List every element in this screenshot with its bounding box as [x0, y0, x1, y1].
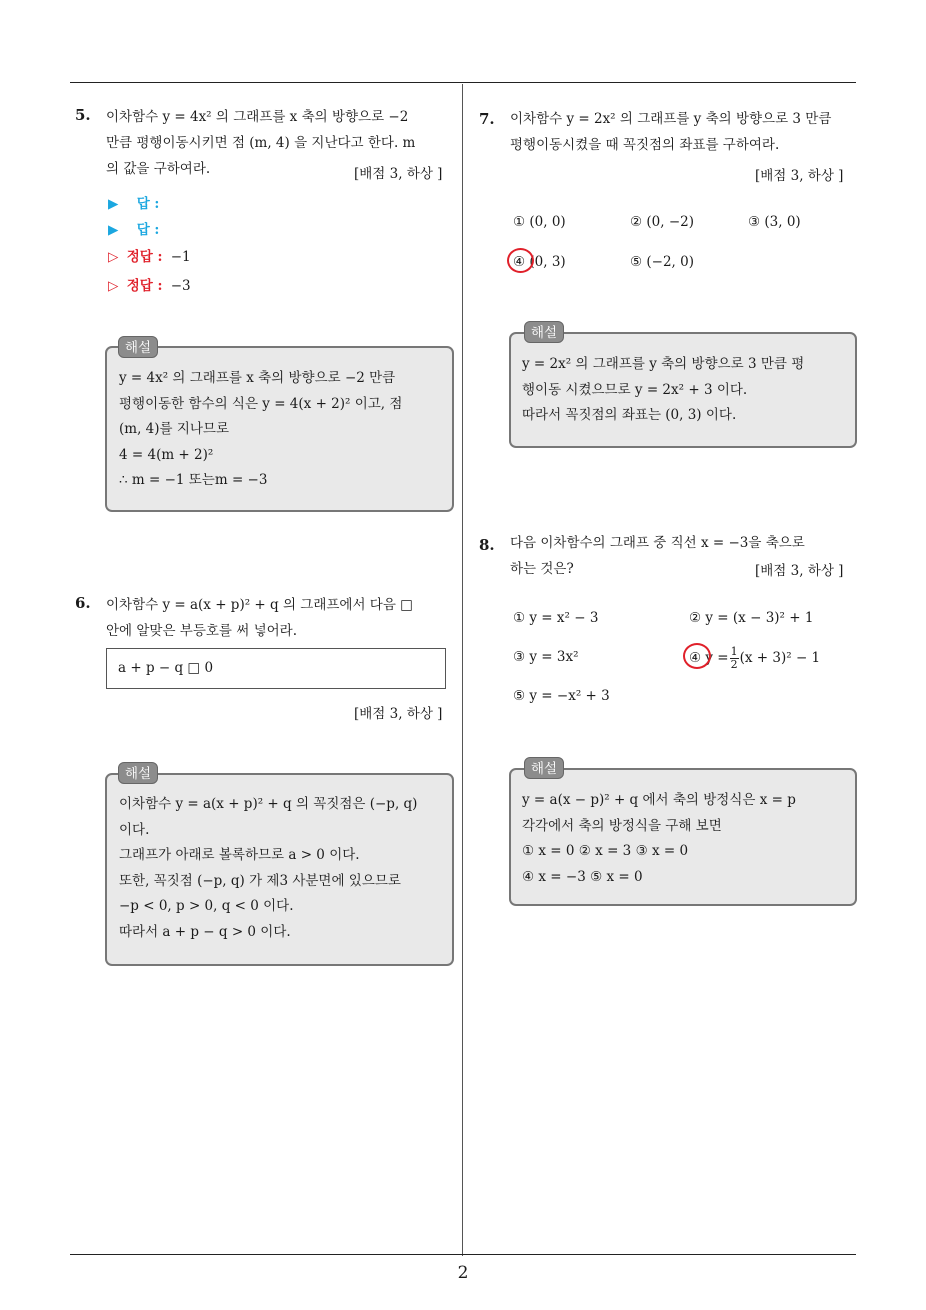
explanation-tag: 해설 [524, 757, 564, 779]
question-line: 하는 것은? [510, 561, 574, 577]
option-4-prefix: ④ y = [689, 650, 729, 666]
fraction [730, 646, 739, 671]
score-label: [배점 3, 하상 ] [354, 166, 443, 182]
explanation-line: y = a(x − p)² + q 에서 축의 방정식은 x = p [522, 792, 796, 808]
question-line: 의 값을 구하여라. [106, 161, 211, 177]
explanation-line: ④ x = −3 ⑤ x = 0 [522, 868, 643, 885]
option-1[interactable]: ① y = x² − 3 [513, 610, 599, 626]
score-label: [배점 3, 하상 ] [354, 706, 443, 722]
explanation-line: 행이동 시켰으므로 y = 2x² + 3 이다. [522, 381, 748, 398]
explanation-line: 평행이동한 함수의 식은 y = 4(x + 2)² 이고, 점 [119, 395, 403, 412]
score-label: [배점 3, 하상 ] [755, 563, 844, 579]
answer-label: 답 : [136, 196, 160, 212]
explanation-line: 따라서 꼭짓점의 좌표는 (0, 3) 이다. [522, 407, 737, 423]
question-line: 이차함수 y = 2x² 의 그래프를 y 축의 방향으로 3 만큼 [510, 111, 832, 127]
explanation-line: y = 4x² 의 그래프를 x 축의 방향으로 −2 만큼 [119, 370, 396, 386]
column-divider [462, 84, 463, 1256]
correct-answer-label: 정답 : [126, 249, 163, 265]
page-number: 2 [457, 1263, 469, 1283]
correct-answer-label: 정답 : [126, 278, 163, 294]
option-4-suffix: (x + 3)² − 1 [739, 650, 821, 666]
play-icon: ▶ [108, 196, 119, 212]
question-line: 이차함수 y = a(x + p)² + q 의 그래프에서 다음 □ [106, 597, 413, 613]
correct-answer-circle-icon [507, 248, 534, 273]
explanation-line: −p < 0, p > 0, q < 0 이다. [119, 898, 294, 914]
answer-row [108, 192, 159, 212]
explanation-text [119, 792, 447, 945]
option-2[interactable]: ② y = (x − 3)² + 1 [689, 610, 814, 626]
triangle-outline-icon: ▷ [108, 249, 119, 265]
question-number: 6. [75, 594, 91, 612]
question-line: 이차함수 y = 4x² 의 그래프를 x 축의 방향으로 −2 [106, 109, 409, 125]
explanation-line: ① x = 0 ② x = 3 ③ x = 0 [522, 843, 689, 859]
explanation-tag: 해설 [118, 762, 158, 784]
question-number: 5. [75, 106, 91, 124]
option-5[interactable]: ⑤ y = −x² + 3 [513, 688, 610, 704]
explanation-line: ∴ m = −1 또는m = −3 [119, 472, 268, 488]
question-text [106, 592, 456, 644]
question-number: 7. [479, 110, 495, 128]
explanation-line: 각각에서 축의 방정식을 구해 보면 [522, 817, 722, 834]
option-3[interactable]: ③ y = 3x² [513, 649, 579, 665]
explanation-text [522, 352, 848, 429]
explanation-line: 또한, 꼭짓점 (−p, q) 가 제3 사분면에 있으므로 [119, 872, 401, 889]
question-line: 안에 알맞은 부등호를 써 넣어라. [106, 623, 297, 639]
question-line: 만큼 평행이동시키면 점 (m, 4) 을 지난다고 한다. m [106, 135, 416, 151]
answer-row [108, 218, 159, 238]
answer-label: 답 : [136, 222, 160, 238]
explanation-line: 4 = 4(m + 2)² [119, 446, 214, 463]
explanation-line: 그래프가 아래로 볼록하므로 a > 0 이다. [119, 847, 360, 863]
explanation-tag: 해설 [524, 321, 564, 343]
play-icon: ▶ [108, 222, 119, 238]
fraction-denominator: 2 [730, 658, 738, 671]
question-text [510, 106, 860, 158]
question-number: 8. [479, 536, 495, 554]
bottom-rule [70, 1254, 856, 1255]
explanation-line: 따라서 a + p − q > 0 이다. [119, 923, 291, 940]
option-4[interactable]: ④ (0, 3) [513, 254, 566, 270]
correct-answer-value: −3 [170, 278, 191, 294]
triangle-outline-icon: ▷ [108, 278, 119, 294]
option-1[interactable]: ① (0, 0) [513, 214, 566, 230]
correct-answer-row [108, 274, 191, 294]
question-line: 다음 이차함수의 그래프 중 직선 x = −3을 축으로 [510, 535, 805, 551]
condition-text: a + p − q □ 0 [118, 660, 214, 676]
explanation-tag: 해설 [118, 336, 158, 358]
explanation-text [119, 366, 443, 494]
explanation-line: 이차함수 y = a(x + p)² + q 의 꼭짓점은 (−p, q) [119, 796, 418, 812]
fraction-numerator: 1 [730, 645, 738, 658]
correct-answer-value: −1 [170, 249, 191, 265]
explanation-line: 이다. [119, 821, 150, 838]
question-line: 평행이동시켰을 때 꼭짓점의 좌표를 구하여라. [510, 137, 780, 153]
correct-answer-circle-icon [683, 643, 711, 669]
top-rule [70, 82, 856, 83]
score-label: [배점 3, 하상 ] [755, 168, 844, 184]
explanation-line: y = 2x² 의 그래프를 y 축의 방향으로 3 만큼 평 [522, 356, 805, 372]
explanation-text [522, 788, 848, 890]
correct-answer-row [108, 245, 191, 265]
option-5[interactable]: ⑤ (−2, 0) [630, 254, 694, 270]
option-2[interactable]: ② (0, −2) [630, 214, 694, 230]
option-3[interactable]: ③ (3, 0) [748, 214, 801, 230]
explanation-line: (m, 4)를 지나므로 [119, 421, 230, 437]
